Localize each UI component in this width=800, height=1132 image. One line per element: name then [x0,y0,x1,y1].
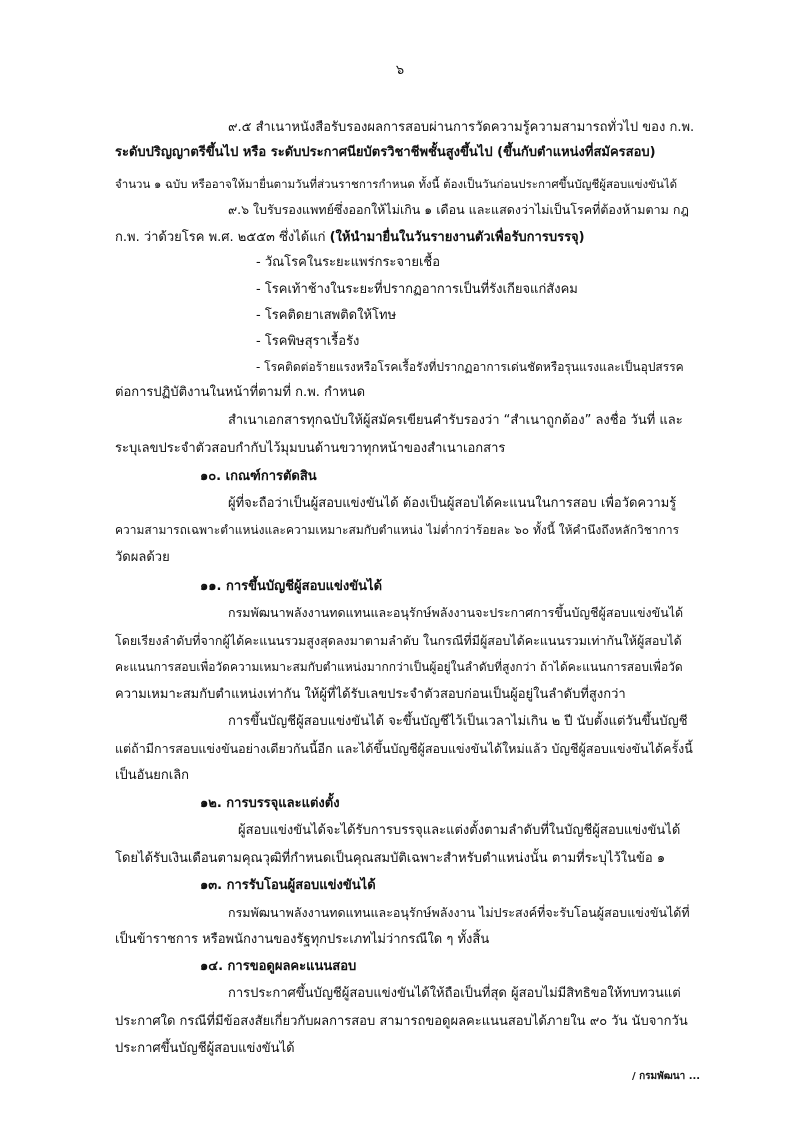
section-11-heading: ๑๑. การขึ้นบัญชีผู้สอบแข่งขันได้ [200,579,383,594]
copy-cert-line-1: สำเนาเอกสารทุกฉบับให้ผู้สมัครเขียนคำรับรองว่า “สำเนาถูกต้อง” ลงชื่อ วันที่ และ [228,413,683,428]
footer-continuation: / กรมพัฒนา ... [632,1071,701,1082]
section-11-line: โดยเรียงลำดับที่จากผู้ได้คะแนนรวมสูงสุดลงมาตามลำดับ ในกรณีที่มีผู้สอบได้คะแนนรวมเท่ากันให้ผู้สอบได้ [115,633,682,648]
s9-6-line-2 [115,229,585,247]
page-number: ๖ [395,63,405,78]
disease-item: - วัณโรคในระยะแพร่กระจายเชื้อ [256,255,441,270]
disease-item: - โรคติดยาเสพติดให้โทษ [256,308,397,323]
section-13-line: กรมพัฒนาพลังงานทดแทนและอนุรักษ์พลังงาน ไม่ประสงค์ที่จะรับโอนผู้สอบแข่งขันได้ที่ [228,905,690,920]
disease-item: - โรคเท้าช้างในระยะที่ปรากฏอาการเป็นที่รังเกียจแก่สังคม [256,282,578,297]
section-10-heading: ๑๐. เกณฑ์การตัดสิน [200,469,317,484]
section-14-line: ประกาศขึ้นบัญชีผู้สอบแข่งขันได้ [115,1041,295,1056]
section-10-line: ความสามารถเฉพาะตำแหน่งและความเหมาะสมกับตำแหน่ง ไม่ต่ำกว่าร้อยละ ๖๐ ทั้งนี้ ให้คำนึงถึงหลักวิชาการ [115,523,680,537]
section-11-line: กรมพัฒนาพลังงานทดแทนและอนุรักษ์พลังงานจะประกาศการขึ้นบัญชีผู้สอบแข่งขันได้ [228,605,684,620]
section-12-heading: ๑๒. การบรรจุและแต่งตั้ง [200,796,340,811]
section-14-line: ประกาศใด กรณีที่มีข้อสงสัยเกี่ยวกับผลการสอบ สามารถขอดูผลคะแนนสอบได้ภายใน ๙๐ วัน นับจากวัน [115,1014,688,1029]
section-14-heading: ๑๔. การขอดูผลคะแนนสอบ [200,959,357,974]
section-11-line: แต่ถ้ามีการสอบแข่งขันอย่างเดียวกันนี้อีก และได้ขึ้นบัญชีผู้สอบแข่งขันได้ใหม่แล้ว บัญชีผู้สอบแข่งขันได้ครั้งนี้ [115,741,693,756]
section-11-line: คะแนนการสอบเพื่อวัดความเหมาะสมกับตำแหน่งมากกว่าเป็นผู้อยู่ในลำดับที่สูงกว่า ถ้าได้คะแนนการสอบเพื่อวัด [115,660,683,674]
section-12-line: ผู้สอบแข่งขันได้จะได้รับการบรรจุและแต่งตั้งตามลำดับที่ในบัญชีผู้สอบแข่งขันได้ [238,823,681,838]
disease-item: - โรคพิษสุราเรื้อรัง [256,334,360,349]
section-11-line: เป็นอันยกเลิก [115,768,190,783]
section-12-line: โดยได้รับเงินเดือนตามคุณวุฒิที่กำหนดเป็นคุณสมบัติเฉพาะสำหรับตำแหน่งนั้น ตามที่ระบุไว้ในข้อ ๑ [115,851,666,866]
disease-item: - โรคติดต่อร้ายแรงหรือโรคเรื้อรังที่ปรากฏอาการเด่นชัดหรือรุนแรงและเป็นอุปสรรค [256,360,684,374]
s9-6-line-1: ๙.๖ ใบรับรองแพทย์ซึ่งออกให้ไม่เกิน ๑ เดือน และแสดงว่าไม่เป็นโรคที่ต้องห้ามตาม กฎ [228,202,689,217]
section-13-heading: ๑๓. การรับโอนผู้สอบแข่งขันได้ [200,878,376,893]
copy-cert-line-2: ระบุเลขประจำตัวสอบกำกับไว้มุมบนด้านขวาทุกหน้าของสำเนาเอกสาร [115,441,506,456]
s9-6-line-2-text: ก.พ. ว่าด้วยโรค พ.ศ. ๒๕๕๓ ซึ่งได้แก่ [115,230,330,245]
s9-5-line-3: จำนวน ๑ ฉบับ หรืออาจให้มายื่นตามวันที่ส่วนราชการกำหนด ทั้งนี้ ต้องเป็นวันก่อนประกาศขึ้นบัญชีผู้สอบแข่งขันได้ [115,177,678,191]
section-10-line: วัดผลด้วย [115,550,170,565]
section-10-line: ผู้ที่จะถือว่าเป็นผู้สอบแข่งขันได้ ต้องเป็นผู้สอบได้คะแนนในการสอบ เพื่อวัดความรู้ [228,496,677,511]
section-13-line: เป็นข้าราชการ หรือพนักงานของรัฐทุกประเภทไม่ว่ากรณีใด ๆ ทั้งสิ้น [115,932,490,947]
disease-continuation: ต่อการปฏิบัติงานในหน้าที่ตามที่ ก.พ. กำหนด [115,385,366,400]
s9-6-line-2-note: (ให้นำมายื่นในวันรายงานตัวเพื่อรับการบรรจุ) [329,230,585,245]
section-11-line: การขึ้นบัญชีผู้สอบแข่งขันได้ จะขึ้นบัญชีไว้เป็นเวลาไม่เกิน ๒ ปี นับตั้งแต่วันขึ้นบัญชี [228,714,688,729]
s9-5-line-2: ระดับปริญญาตรีขึ้นไป หรือ ระดับประกาศนียบัตรวิชาชีพชั้นสูงขึ้นไป (ขึ้นกับตำแหน่งที่สมัครสอบ) [115,145,656,160]
s9-5-line-1: ๙.๕ สำเนาหนังสือรับรองผลการสอบผ่านการวัดความรู้ความสามารถทั่วไป ของ ก.พ. [228,120,695,135]
section-14-line: การประกาศขึ้นบัญชีผู้สอบแข่งขันได้ให้ถือเป็นที่สุด ผู้สอบไม่มีสิทธิขอให้ทบทวนแต่ [228,986,681,1001]
section-11-line: ความเหมาะสมกับตำแหน่งเท่ากัน ให้ผู้ที่ได้รับเลขประจำตัวสอบก่อนเป็นผู้อยู่ในลำดับที่สูงกว่า [115,687,626,702]
